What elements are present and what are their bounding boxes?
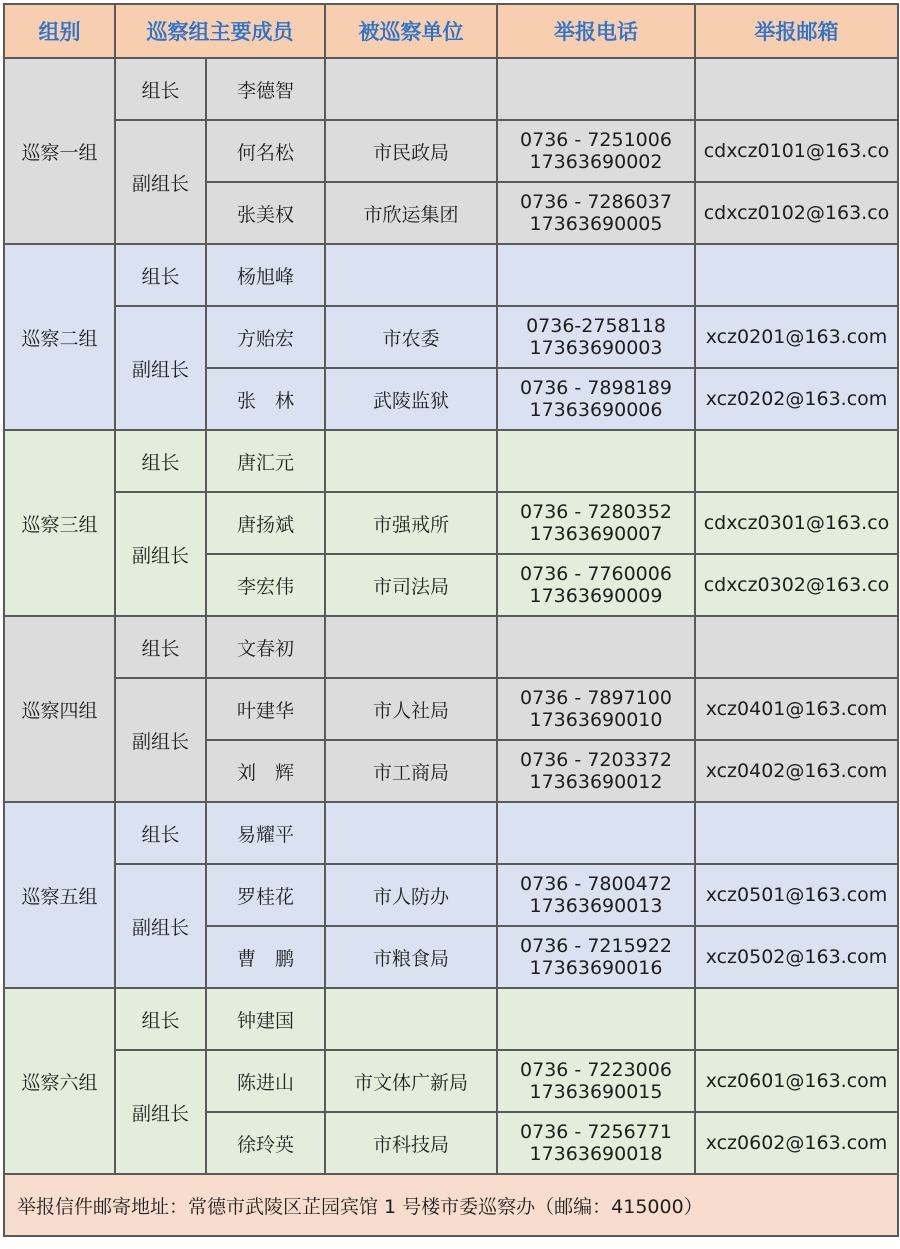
phone-cell bbox=[497, 244, 695, 306]
mobile-number: 17363690009 bbox=[529, 585, 663, 607]
unit-cell: 武陵监狱 bbox=[325, 368, 497, 430]
role-label: 副组长 bbox=[115, 306, 206, 430]
header-unit: 被巡察单位 bbox=[325, 4, 497, 58]
email-cell bbox=[695, 244, 898, 306]
member-name: 何名松 bbox=[206, 120, 325, 182]
email-cell bbox=[695, 988, 898, 1050]
unit-cell: 市科技局 bbox=[325, 1112, 497, 1174]
table-row bbox=[4, 678, 898, 740]
phone-cell bbox=[497, 1112, 695, 1174]
member-name: 张美权 bbox=[206, 182, 325, 244]
role-label: 组长 bbox=[115, 988, 206, 1050]
unit-cell: 市强戒所 bbox=[325, 492, 497, 554]
role-label: 副组长 bbox=[115, 864, 206, 988]
member-name: 张 林 bbox=[206, 368, 325, 430]
phone-cell bbox=[497, 802, 695, 864]
phone-cell bbox=[497, 1050, 695, 1112]
header-email: 举报邮箱 bbox=[695, 4, 898, 58]
member-name: 徐玲英 bbox=[206, 1112, 325, 1174]
header-group: 组别 bbox=[4, 4, 115, 58]
table-row bbox=[4, 306, 898, 368]
mobile-number: 17363690016 bbox=[529, 957, 663, 979]
member-name: 刘 辉 bbox=[206, 740, 325, 802]
landline-number: 0736 - 7203372 bbox=[520, 749, 672, 771]
phone-cell bbox=[497, 430, 695, 492]
member-name: 叶建华 bbox=[206, 678, 325, 740]
unit-cell: 市粮食局 bbox=[325, 926, 497, 988]
group-name: 巡察二组 bbox=[4, 244, 115, 430]
phone-cell bbox=[497, 306, 695, 368]
unit-cell: 市工商局 bbox=[325, 740, 497, 802]
phone-cell bbox=[497, 988, 695, 1050]
table-row bbox=[4, 58, 898, 120]
email-cell bbox=[695, 802, 898, 864]
unit-cell: 市人防办 bbox=[325, 864, 497, 926]
group-name: 巡察六组 bbox=[4, 988, 115, 1174]
member-name: 李德智 bbox=[206, 58, 325, 120]
member-name: 钟建国 bbox=[206, 988, 325, 1050]
landline-number: 0736 - 7898189 bbox=[520, 377, 672, 399]
email-address: xcz0401@163.com bbox=[705, 698, 888, 720]
email-address: xcz0201@163.com bbox=[705, 326, 888, 348]
inspection-roster-table bbox=[3, 3, 899, 1237]
mobile-number: 17363690015 bbox=[529, 1081, 663, 1103]
table-row bbox=[4, 864, 898, 926]
phone-cell bbox=[497, 182, 695, 244]
email-cell bbox=[695, 678, 898, 740]
email-address: cdxcz0302@163.co bbox=[703, 574, 890, 596]
member-name: 李宏伟 bbox=[206, 554, 325, 616]
email-address: xcz0602@163.com bbox=[705, 1132, 888, 1154]
unit-cell: 市司法局 bbox=[325, 554, 497, 616]
email-cell bbox=[695, 182, 898, 244]
unit-cell bbox=[325, 244, 497, 306]
email-cell bbox=[695, 554, 898, 616]
phone-cell bbox=[497, 864, 695, 926]
unit-cell: 市欣运集团 bbox=[325, 182, 497, 244]
landline-number: 0736 - 7760006 bbox=[520, 563, 672, 585]
email-address: xcz0601@163.com bbox=[705, 1070, 888, 1092]
unit-cell: 市文体广新局 bbox=[325, 1050, 497, 1112]
member-name: 唐汇元 bbox=[206, 430, 325, 492]
role-label: 副组长 bbox=[115, 678, 206, 802]
email-cell bbox=[695, 58, 898, 120]
phone-cell bbox=[497, 740, 695, 802]
mobile-number: 17363690018 bbox=[529, 1143, 663, 1165]
header-members: 巡察组主要成员 bbox=[115, 4, 325, 58]
phone-cell bbox=[497, 58, 695, 120]
phone-cell bbox=[497, 368, 695, 430]
mobile-number: 17363690006 bbox=[529, 399, 663, 421]
email-cell bbox=[695, 120, 898, 182]
unit-cell bbox=[325, 802, 497, 864]
mobile-number: 17363690007 bbox=[529, 523, 663, 545]
member-name: 曹 鹏 bbox=[206, 926, 325, 988]
email-cell bbox=[695, 430, 898, 492]
table-row bbox=[4, 492, 898, 554]
table-row bbox=[4, 244, 898, 306]
member-name: 唐扬斌 bbox=[206, 492, 325, 554]
unit-cell: 市人社局 bbox=[325, 678, 497, 740]
email-cell bbox=[695, 926, 898, 988]
mobile-number: 17363690012 bbox=[529, 771, 663, 793]
email-address: xcz0402@163.com bbox=[705, 760, 888, 782]
landline-number: 0736-2758118 bbox=[526, 315, 666, 337]
group-name: 巡察四组 bbox=[4, 616, 115, 802]
landline-number: 0736 - 7897100 bbox=[520, 687, 672, 709]
landline-number: 0736 - 7223006 bbox=[520, 1059, 672, 1081]
unit-cell: 市农委 bbox=[325, 306, 497, 368]
mobile-number: 17363690013 bbox=[529, 895, 663, 917]
member-name: 易耀平 bbox=[206, 802, 325, 864]
mobile-number: 17363690010 bbox=[529, 709, 663, 731]
role-label: 组长 bbox=[115, 244, 206, 306]
mailing-address-note: 举报信件邮寄地址：常德市武陵区芷园宾馆 1 号楼市委巡察办（邮编：415000） bbox=[4, 1174, 898, 1236]
unit-cell bbox=[325, 58, 497, 120]
email-address: cdxcz0301@163.co bbox=[703, 512, 890, 534]
role-label: 副组长 bbox=[115, 120, 206, 244]
email-cell bbox=[695, 492, 898, 554]
phone-cell bbox=[497, 616, 695, 678]
role-label: 组长 bbox=[115, 616, 206, 678]
email-cell bbox=[695, 306, 898, 368]
email-address: xcz0202@163.com bbox=[705, 388, 888, 410]
table-row bbox=[4, 988, 898, 1050]
landline-number: 0736 - 7286037 bbox=[520, 191, 672, 213]
phone-cell bbox=[497, 926, 695, 988]
table-row bbox=[4, 430, 898, 492]
role-label: 组长 bbox=[115, 58, 206, 120]
email-address: cdxcz0101@163.co bbox=[703, 140, 890, 162]
email-cell bbox=[695, 1112, 898, 1174]
member-name: 罗桂花 bbox=[206, 864, 325, 926]
email-address: xcz0501@163.com bbox=[705, 884, 888, 906]
email-cell bbox=[695, 616, 898, 678]
email-cell bbox=[695, 368, 898, 430]
member-name: 陈进山 bbox=[206, 1050, 325, 1112]
unit-cell bbox=[325, 988, 497, 1050]
unit-cell bbox=[325, 616, 497, 678]
unit-cell: 市民政局 bbox=[325, 120, 497, 182]
phone-cell bbox=[497, 492, 695, 554]
mobile-number: 17363690002 bbox=[529, 151, 663, 173]
group-name: 巡察三组 bbox=[4, 430, 115, 616]
member-name: 杨旭峰 bbox=[206, 244, 325, 306]
group-name: 巡察一组 bbox=[4, 58, 115, 244]
member-name: 方贻宏 bbox=[206, 306, 325, 368]
table-row bbox=[4, 616, 898, 678]
table-row bbox=[4, 120, 898, 182]
phone-cell bbox=[497, 554, 695, 616]
phone-cell bbox=[497, 678, 695, 740]
landline-number: 0736 - 7215922 bbox=[520, 935, 672, 957]
role-label: 副组长 bbox=[115, 492, 206, 616]
landline-number: 0736 - 7256771 bbox=[520, 1121, 672, 1143]
unit-cell bbox=[325, 430, 497, 492]
mobile-number: 17363690005 bbox=[529, 213, 663, 235]
header-phone: 举报电话 bbox=[497, 4, 695, 58]
table-row bbox=[4, 802, 898, 864]
role-label: 组长 bbox=[115, 802, 206, 864]
group-name: 巡察五组 bbox=[4, 802, 115, 988]
table-row bbox=[4, 1050, 898, 1112]
email-address: xcz0502@163.com bbox=[705, 946, 888, 968]
table-header-row bbox=[4, 4, 898, 58]
landline-number: 0736 - 7251006 bbox=[520, 129, 672, 151]
role-label: 副组长 bbox=[115, 1050, 206, 1174]
landline-number: 0736 - 7800472 bbox=[520, 873, 672, 895]
mobile-number: 17363690003 bbox=[529, 337, 663, 359]
member-name: 文春初 bbox=[206, 616, 325, 678]
email-cell bbox=[695, 864, 898, 926]
phone-cell bbox=[497, 120, 695, 182]
role-label: 组长 bbox=[115, 430, 206, 492]
landline-number: 0736 - 7280352 bbox=[520, 501, 672, 523]
footer-row bbox=[4, 1174, 898, 1236]
email-cell bbox=[695, 740, 898, 802]
email-cell bbox=[695, 1050, 898, 1112]
email-address: cdxcz0102@163.co bbox=[703, 202, 890, 224]
